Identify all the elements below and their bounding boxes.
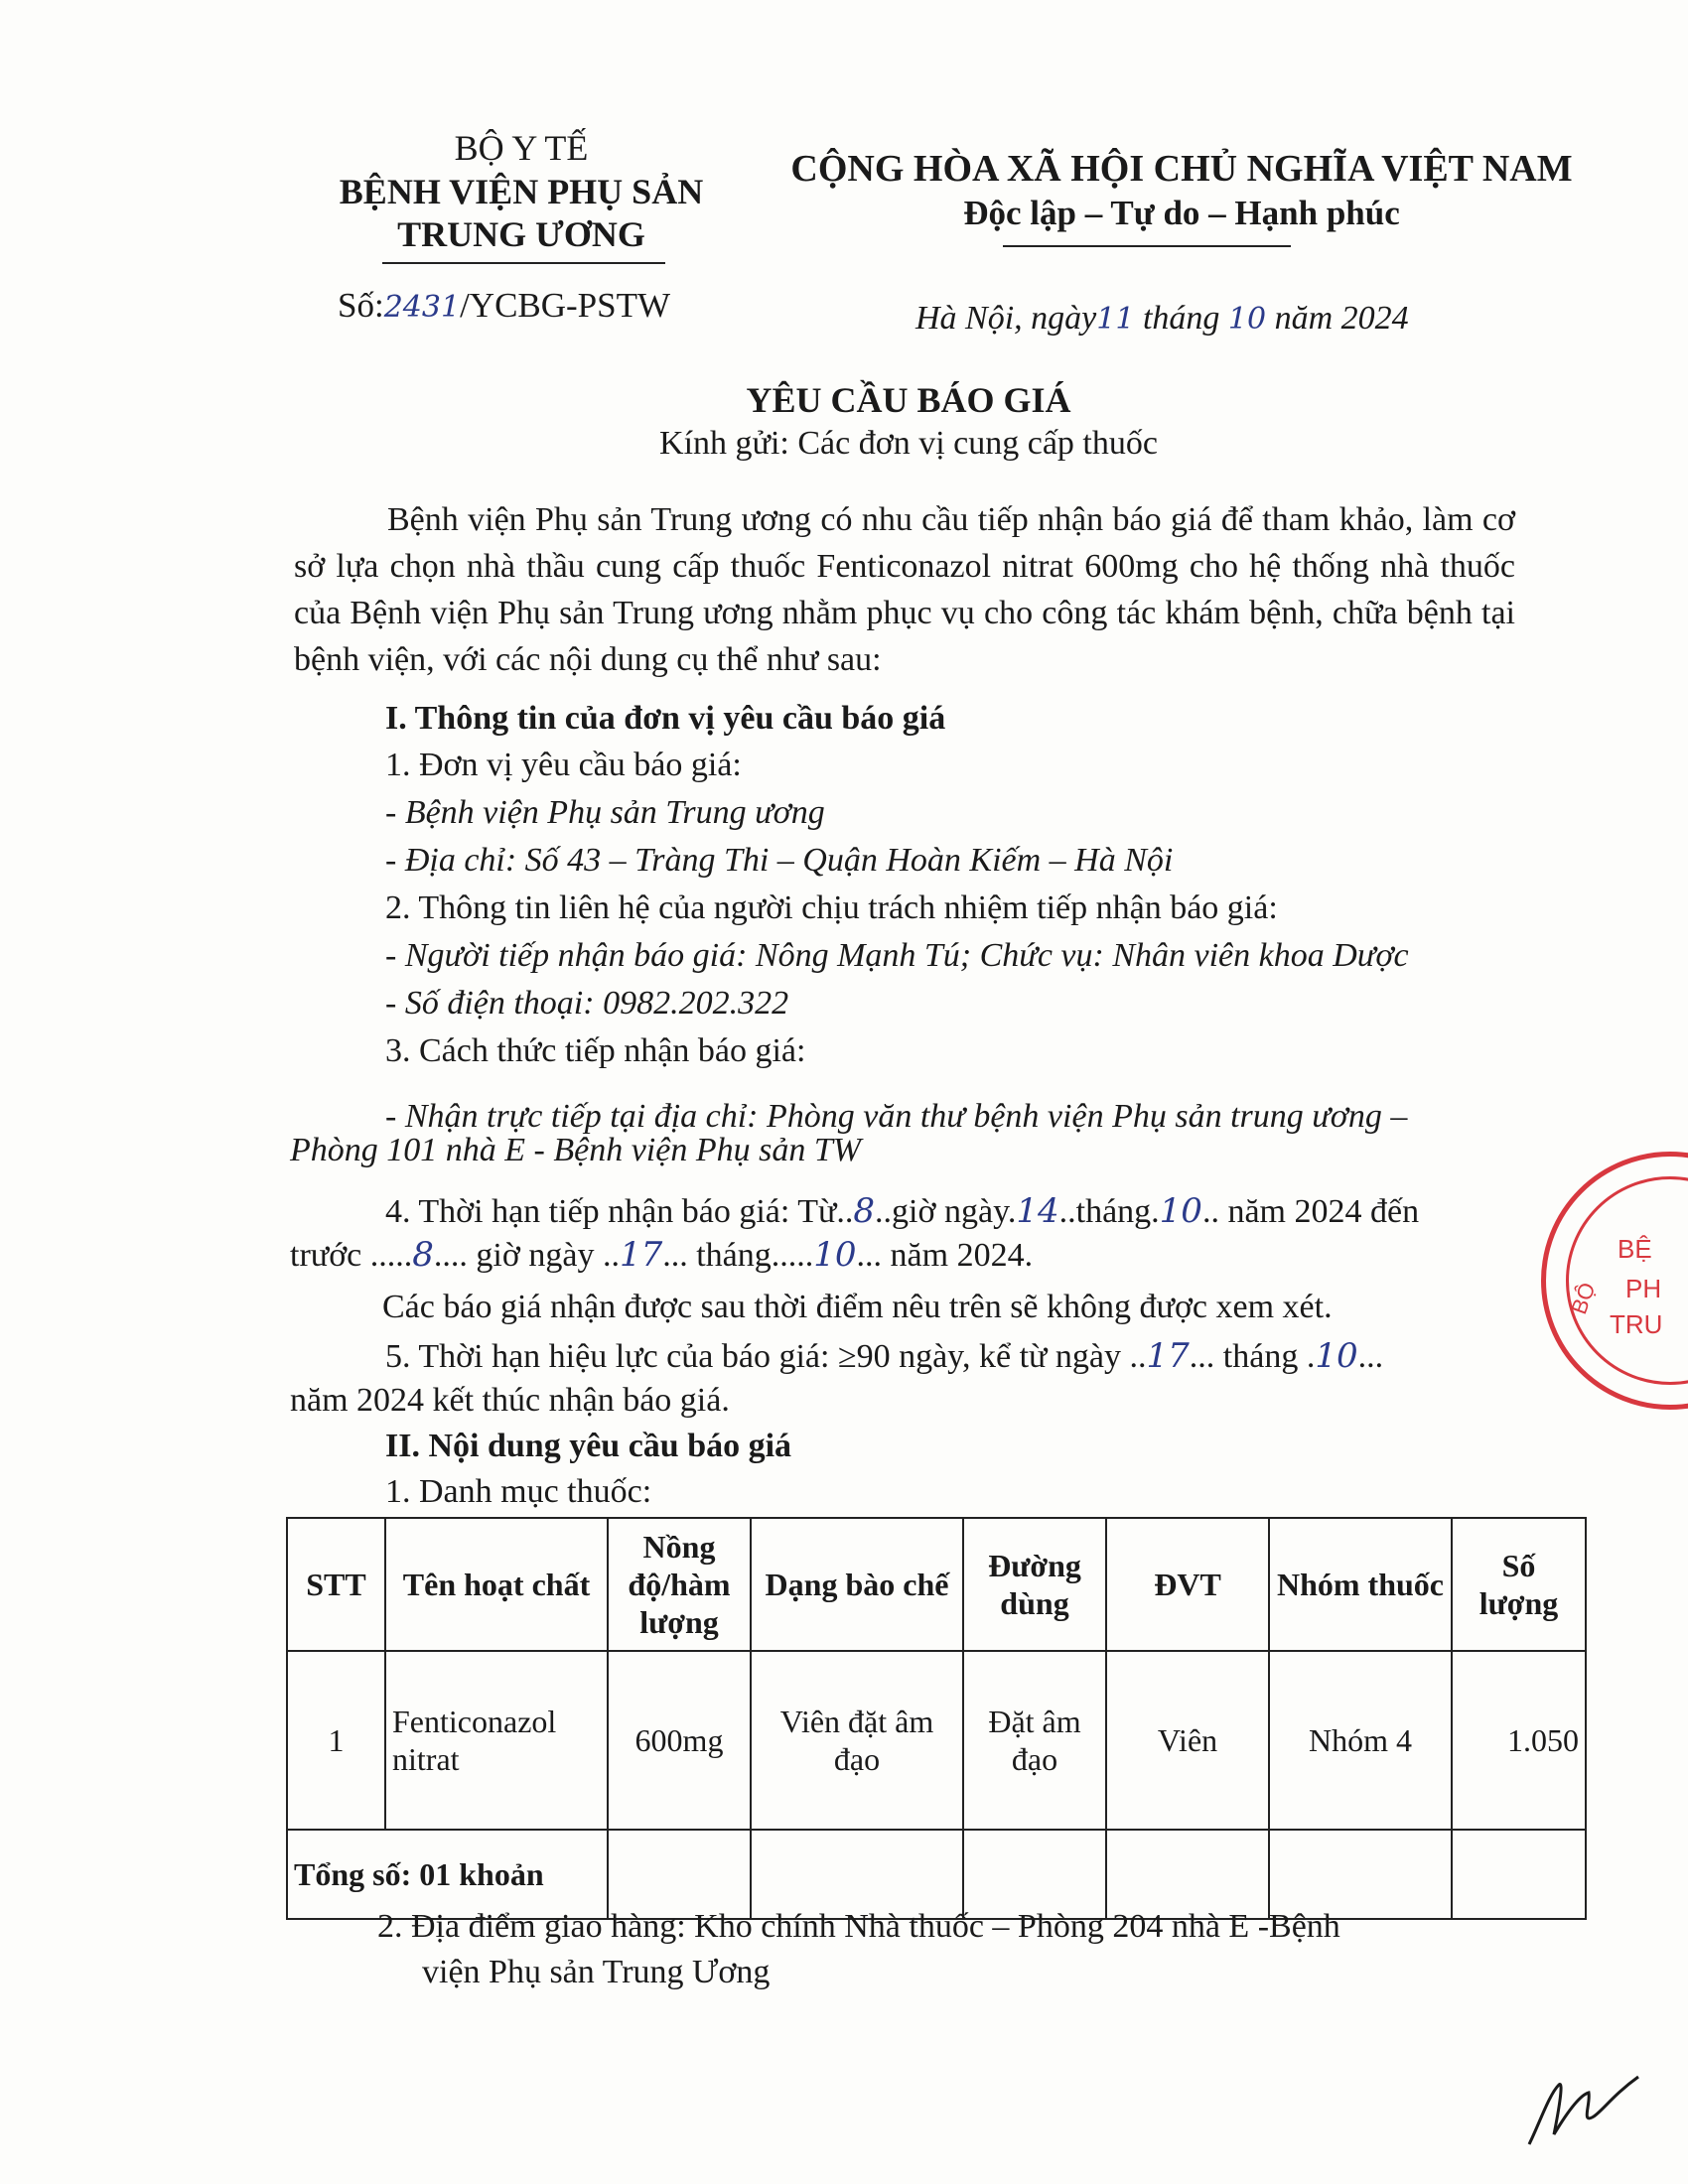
cell-dosage-form: Viên đặt âm đạo: [751, 1651, 963, 1830]
item4-hour2-handwritten: 8: [412, 1235, 434, 1275]
section2-item2-line1: 2. Địa điểm giao hàng: Kho chính Nhà thuốc – Phòng 204 nhà E -Bệnh: [377, 1908, 1340, 1945]
hospital-seal: BỆ PH TRU BỘ: [1541, 1152, 1688, 1410]
item4-day2-handwritten: 17: [619, 1235, 663, 1275]
late-submission-note: Các báo giá nhận được sau thời điểm nêu trên sẽ không được xem xét.: [382, 1289, 1333, 1325]
signature-initial: [1519, 2065, 1648, 2154]
nation-title: CỘNG HÒA XÃ HỘI CHỦ NGHĨA VIỆT NAM: [790, 148, 1573, 190]
receiving-method-line2: Phòng 101 nhà E - Bệnh viện Phụ sản TW: [290, 1132, 862, 1168]
section1-item3: 3. Cách thức tiếp nhận báo giá:: [385, 1032, 806, 1069]
header-drug-group: Nhóm thuốc: [1269, 1518, 1452, 1651]
table-total-row: [287, 1830, 1586, 1919]
cell-active-ingredient: Fenticonazol nitrat: [385, 1651, 608, 1830]
document-number: Số:2431/YCBG-PSTW: [338, 286, 671, 325]
section1-item2: 2. Thông tin liên hệ của người chịu trách nhiệm tiếp nhận báo giá:: [385, 889, 1278, 926]
cell-quantity: 1.050: [1452, 1651, 1586, 1830]
section1-item4-line1: 4. Thời hạn tiếp nhận báo giá: Từ..8..giờ ngày.14..tháng.10.. năm 2024 đến: [385, 1191, 1420, 1231]
table-row: [287, 1651, 1586, 1830]
cell-route: Đặt âm đạo: [963, 1651, 1106, 1830]
national-motto: Độc lập – Tự do – Hạnh phúc: [963, 194, 1400, 232]
receiving-method-line1: - Nhận trực tiếp tại địa chỉ: Phòng văn thư bệnh viện Phụ sản trung ương –: [385, 1098, 1408, 1135]
cell-empty: [751, 1830, 963, 1919]
cell-total: Tổng số: 01 khoản: [287, 1830, 608, 1919]
header-stt: STT: [287, 1518, 385, 1651]
ministry-name: BỘ Y TẾ: [454, 128, 589, 168]
item4-day1-handwritten: 14: [1016, 1191, 1059, 1231]
issue-month-handwritten: 10: [1227, 302, 1267, 337]
hospital-name-line1: BỆNH VIỆN PHỤ SẢN: [339, 172, 704, 211]
cell-empty: [1106, 1830, 1269, 1919]
contact-phone: - Số điện thoại: 0982.202.322: [385, 985, 789, 1022]
section1-item1: 1. Đơn vị yêu cầu báo giá:: [385, 747, 742, 783]
section2-heading: II. Nội dung yêu cầu báo giá: [385, 1428, 792, 1464]
item4-month1-handwritten: 10: [1159, 1191, 1202, 1231]
header-strength: Nồng độ/hàm lượng: [608, 1518, 751, 1651]
cell-empty: [1452, 1830, 1586, 1919]
issue-day-handwritten: 11: [1096, 302, 1135, 337]
header-unit: ĐVT: [1106, 1518, 1269, 1651]
header-route: Đường dùng: [963, 1518, 1106, 1651]
section1-heading: I. Thông tin của đơn vị yêu cầu báo giá: [385, 700, 946, 737]
cell-drug-group: Nhóm 4: [1269, 1651, 1452, 1830]
requesting-unit: - Bệnh viện Phụ sản Trung ương: [385, 794, 825, 831]
item4-hour1-handwritten: 8: [853, 1191, 876, 1231]
intro-paragraph: Bệnh viện Phụ sản Trung ương có nhu cầu tiếp nhận báo giá để tham khảo, làm cơ sở lựa chọn nhà thầu cung cấp thuốc Fenticonazol nitrat 600mg cho hệ thống nhà thuốc của Bệnh viện Phụ sản Trung ương nhằm phục vụ cho công tác khám bệnh, chữa bệnh tại bệnh viện, với các nội dung cụ thể như sau:: [294, 501, 1515, 678]
cell-stt: 1: [287, 1651, 385, 1830]
cell-unit: Viên: [1106, 1651, 1269, 1830]
header-dosage-form: Dạng bào chế: [751, 1518, 963, 1651]
cell-strength: 600mg: [608, 1651, 751, 1830]
document-title: YÊU CẦU BÁO GIÁ: [746, 380, 1071, 420]
section2-item1: 1. Danh mục thuốc:: [385, 1473, 652, 1510]
issue-date: Hà Nội, ngày11 tháng 10 năm 2024: [915, 300, 1409, 337]
section1-item4-line2: trước .....8.... giờ ngày ..17... tháng.....10... năm 2024.: [290, 1235, 1034, 1275]
section1-item5-line1: 5. Thời hạn hiệu lực của báo giá: ≥90 ngày, kể từ ngày ..17... tháng .10...: [385, 1336, 1384, 1376]
recipient-line: Kính gửi: Các đơn vị cung cấp thuốc: [659, 425, 1158, 462]
drug-list-table: [286, 1517, 1587, 1920]
item5-month-handwritten: 10: [1315, 1336, 1358, 1376]
header-right-underline: [1003, 245, 1291, 247]
contact-person: - Người tiếp nhận báo giá: Nông Mạnh Tú; Chức vụ: Nhân viên khoa Dược: [385, 937, 1409, 974]
cell-empty: [608, 1830, 751, 1919]
header-active-ingredient: Tên hoạt chất: [385, 1518, 608, 1651]
item5-day-handwritten: 17: [1146, 1336, 1190, 1376]
cell-empty: [963, 1830, 1106, 1919]
hospital-name-line2: TRUNG ƯƠNG: [397, 214, 645, 254]
document-number-handwritten: 2431: [383, 290, 461, 325]
header-quantity: Số lượng: [1452, 1518, 1586, 1651]
section2-item2-line2: viện Phụ sản Trung Ương: [422, 1954, 771, 1990]
item4-month2-handwritten: 10: [813, 1235, 857, 1275]
cell-empty: [1269, 1830, 1452, 1919]
table-header-row: [287, 1518, 1586, 1651]
header-left-underline: [382, 262, 665, 264]
unit-address: - Địa chỉ: Số 43 – Tràng Thi – Quận Hoàn Kiếm – Hà Nội: [385, 842, 1174, 879]
section1-item5-line2: năm 2024 kết thúc nhận báo giá.: [290, 1382, 730, 1419]
